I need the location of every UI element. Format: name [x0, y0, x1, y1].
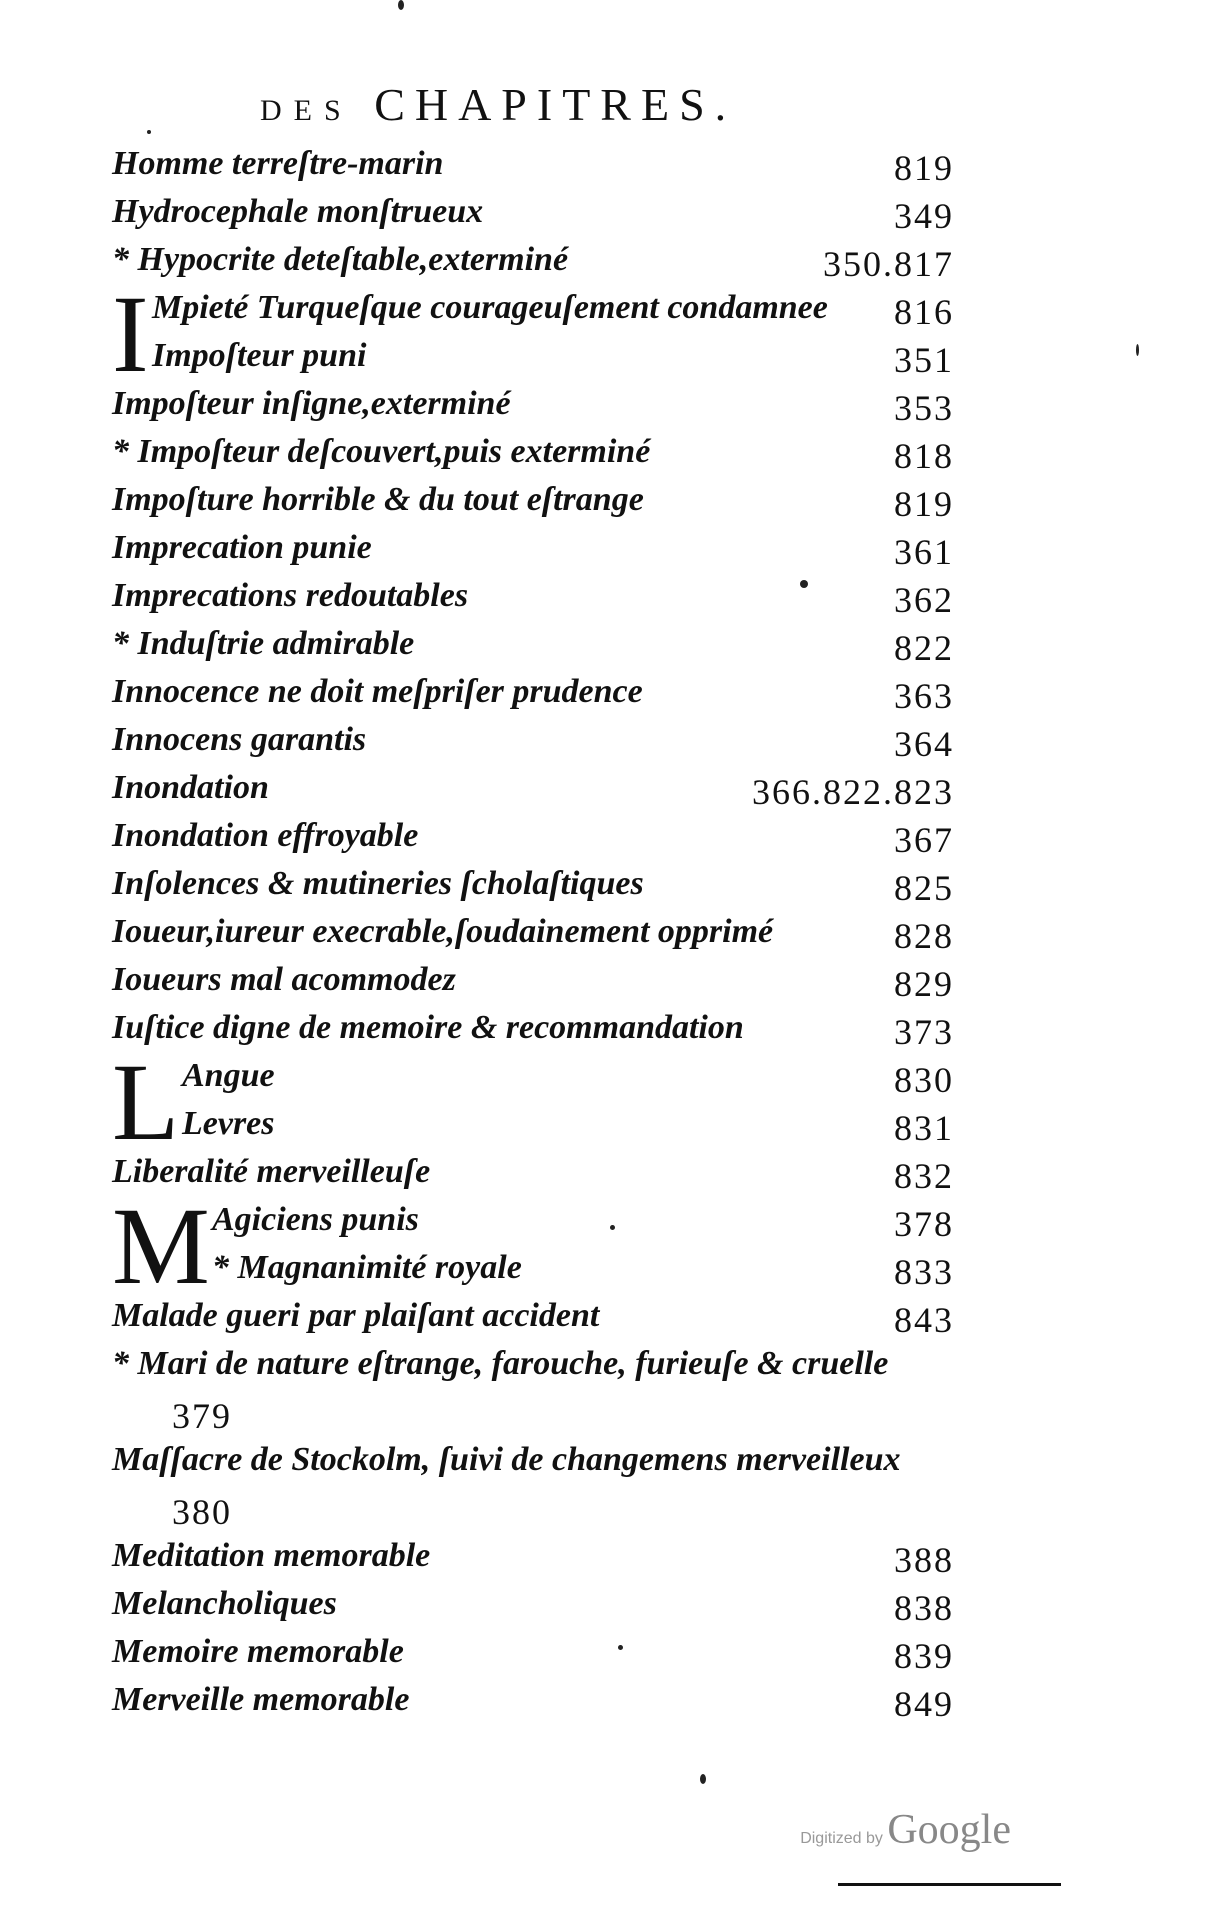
index-entry	[112, 764, 954, 812]
index-entry	[112, 380, 954, 428]
index-entry	[112, 428, 954, 476]
entry-text: Levres	[182, 1105, 275, 1142]
index-entries	[112, 140, 954, 1724]
entry-text: Merveille memorable	[112, 1681, 410, 1718]
index-entry	[112, 1004, 954, 1052]
index-entry	[112, 1148, 954, 1196]
index-entry	[112, 476, 954, 524]
index-entry	[112, 1100, 954, 1148]
entry-text: Innocence ne doit meſpriſer prudence	[112, 673, 643, 710]
entry-page: 832	[894, 1156, 954, 1196]
scan-speck	[398, 0, 404, 10]
index-entry-continuation	[112, 1388, 954, 1436]
entry-text: Ioueurs mal acommodez	[112, 961, 456, 998]
entry-text: Angue	[182, 1057, 275, 1094]
entry-page: 379	[172, 1396, 232, 1436]
entry-text: Meditation memorable	[112, 1537, 431, 1574]
entry-text: Malade gueri par plaiſant accident	[112, 1297, 600, 1334]
entry-page: 830	[894, 1060, 954, 1100]
entry-text: Inondation effroyable	[112, 817, 419, 854]
dropcap-letter: I	[112, 273, 149, 395]
entry-text: Maſſacre de Stockolm, ſuivi de changemens merveilleux	[112, 1441, 901, 1478]
index-entry	[112, 332, 954, 380]
entry-text: Melancholiques	[112, 1585, 337, 1622]
entry-page: 838	[894, 1588, 954, 1628]
scan-speck	[147, 130, 151, 134]
entry-page: 816	[894, 292, 954, 332]
digitized-label: Digitized by	[800, 1830, 883, 1847]
entry-page: 825	[894, 868, 954, 908]
entry-page: 818	[894, 436, 954, 476]
entry-page: 367	[894, 820, 954, 860]
page-header	[260, 78, 820, 131]
index-entry	[112, 1676, 954, 1724]
google-logo-text: Google	[887, 1807, 1011, 1853]
entry-text: Mpieté Turqueſque courageuſement condamnee	[152, 289, 828, 326]
entry-page: 364	[894, 724, 954, 764]
entry-page: 363	[894, 676, 954, 716]
entry-text: Agiciens punis	[212, 1201, 419, 1238]
header-word-chapitres: CHAPITRES.	[374, 79, 737, 130]
entry-text: * Mari de nature eſtrange, farouche, furieuſe & cruelle	[112, 1345, 889, 1382]
entry-page: 388	[894, 1540, 954, 1580]
digitized-by-watermark	[800, 1806, 1011, 1854]
entry-text: Iuſtice digne de memoire & recommandation	[112, 1009, 744, 1046]
index-entry	[112, 716, 954, 764]
entry-page: 362	[894, 580, 954, 620]
entry-page: 351	[894, 340, 954, 380]
index-entry	[112, 1532, 954, 1580]
entry-page: 828	[894, 916, 954, 956]
entry-page: 819	[894, 484, 954, 524]
entry-page: 366.822.823	[752, 772, 954, 812]
index-entry	[112, 668, 954, 716]
index-entry	[112, 620, 954, 668]
index-entry-continuation	[112, 1484, 954, 1532]
entry-page: 361	[894, 532, 954, 572]
entry-page: 831	[894, 1108, 954, 1148]
entry-text: * Magnanimité royale	[212, 1249, 522, 1286]
scan-speck	[1136, 344, 1139, 356]
index-entry	[112, 236, 954, 284]
scan-speck	[700, 1774, 706, 1784]
index-entry	[112, 1340, 954, 1388]
entry-text: * Hypocrite deteſtable,exterminé	[112, 241, 569, 278]
entry-text: Liberalité merveilleuſe	[112, 1153, 431, 1190]
entry-text: Hydrocephale monſtrueux	[112, 193, 484, 230]
entry-page: 833	[894, 1252, 954, 1292]
entry-page: 839	[894, 1636, 954, 1676]
entry-text: Innocens garantis	[112, 721, 367, 758]
index-entry	[112, 572, 954, 620]
entry-text: * Impoſteur deſcouvert,puis exterminé	[112, 433, 651, 470]
index-entry	[112, 524, 954, 572]
bottom-rule	[838, 1883, 1061, 1886]
scan-speck	[618, 1645, 623, 1650]
entry-text: Inondation	[112, 769, 269, 806]
entry-page: 849	[894, 1684, 954, 1724]
entry-text: Imprecation punie	[112, 529, 372, 566]
scan-speck	[610, 1225, 615, 1230]
header-word-des: DES	[260, 94, 353, 127]
index-entry	[112, 1580, 954, 1628]
index-entry	[112, 188, 954, 236]
index-entry	[112, 1436, 954, 1484]
entry-page: 350.817	[823, 244, 954, 284]
entry-page: 380	[172, 1492, 232, 1532]
entry-page: 829	[894, 964, 954, 1004]
index-entry	[112, 956, 954, 1004]
entry-text: Imprecations redoutables	[112, 577, 469, 614]
index-entry	[112, 1292, 954, 1340]
entry-page: 843	[894, 1300, 954, 1340]
entry-text: Impoſteur inſigne,exterminé	[112, 385, 511, 422]
index-entry	[112, 812, 954, 860]
entry-text: * Induſtrie admirable	[112, 625, 415, 662]
dropcap-letter: M	[112, 1185, 210, 1307]
index-entry	[112, 140, 954, 188]
entry-page: 378	[894, 1204, 954, 1244]
index-entry	[112, 1628, 954, 1676]
entry-page: 819	[894, 148, 954, 188]
index-entry	[112, 1244, 954, 1292]
entry-text: Impoſteur puni	[152, 337, 367, 374]
index-entry	[112, 908, 954, 956]
index-entry	[112, 860, 954, 908]
entry-text: Ioueur,iureur execrable,ſoudainement opprimé	[112, 913, 774, 950]
entry-text: Homme terreſtre-marin	[112, 145, 444, 182]
dropcap-letter: L	[112, 1041, 180, 1163]
entry-page: 373	[894, 1012, 954, 1052]
entry-page: 349	[894, 196, 954, 236]
entry-text: Impoſture horrible & du tout eſtrange	[112, 481, 644, 518]
entry-text: Inſolences & mutineries ſcholaſtiques	[112, 865, 644, 902]
scan-speck	[800, 580, 808, 588]
entry-page: 353	[894, 388, 954, 428]
entry-text: Memoire memorable	[112, 1633, 404, 1670]
entry-page: 822	[894, 628, 954, 668]
